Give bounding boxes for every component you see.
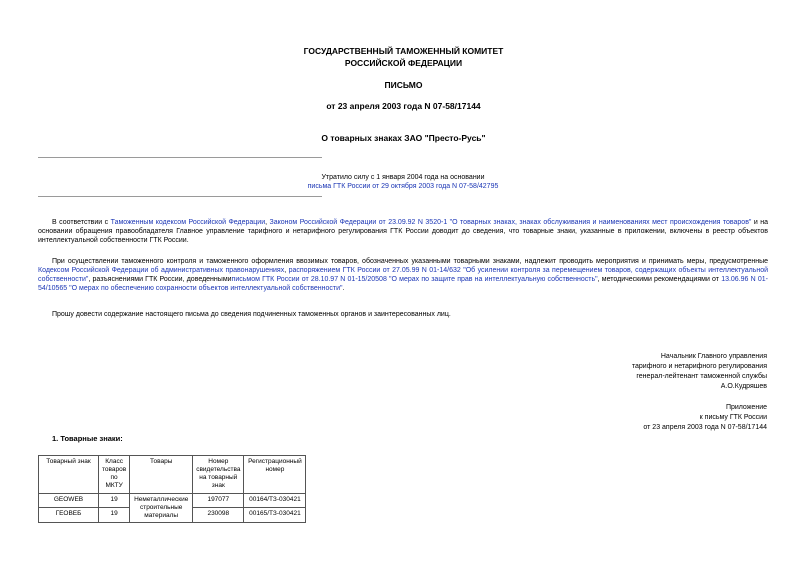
cell-reg: 00164/ТЗ-030421 [244,493,306,508]
divider-top [38,157,322,158]
paragraph-1 [38,218,768,245]
signature-block [632,352,767,393]
signature-line1: Начальник Главного управления [660,353,767,360]
appendix-line3: от 23 апреля 2003 года N 07-58/17144 [643,424,767,432]
paragraph-text: , [284,267,289,275]
cell-class: 19 [99,508,130,523]
paragraph-text: , разъяснениями ГТК России, доведенными [88,276,232,284]
col-header-reg: Регистрационный номер [244,456,306,494]
col-header-class: Класс товаров по МКТУ [99,456,130,494]
cell-class: 19 [99,493,130,508]
appendix-line2: к письму ГТК России [699,414,767,422]
col-header-cert: Номер свидетельства на товарный знак [193,456,244,494]
inline-doc-link[interactable]: Кодексом Российской Федерации об административных правонарушениях [38,267,285,275]
signature-line2: тарифного и нетарифного регулирования [631,363,767,371]
appendix-line1: Приложение [725,404,767,411]
paragraph-text: , методическими рекомендациями от [597,276,722,284]
paragraph-3: Прошу довести содержание настоящего письма до сведения подчиненных таможенных органов и заинтересованных лиц. [52,311,451,318]
inline-doc-link[interactable]: Таможенным кодексом Российской Федерации [110,219,266,226]
cell-reg: 00165/ТЗ-030421 [244,508,306,523]
status-link[interactable]: письма ГТК России от 29 октября 2003 года N 07-58/42795 [307,183,499,191]
org-name-line2: РОССИЙСКОЙ ФЕДЕРАЦИИ [344,58,463,68]
signature-line3: генерал-лейтенант таможенной службы [636,373,767,381]
org-name-line1: ГОСУДАРСТВЕННЫЙ ТАМОЖЕННЫЙ КОМИТЕТ [303,46,504,56]
paragraph-2 [38,257,768,293]
doc-date: от 23 апреля 2003 года N 07-58/17144 [326,101,481,111]
section-title: 1. Товарные знаки: [52,434,123,443]
cell-cert: 230098 [193,508,244,523]
paragraph-text: , [265,219,270,226]
col-header-goods: Товары [130,456,193,494]
cell-mark: ГЕОВЕБ [39,508,99,523]
divider-bottom [38,196,322,197]
doc-type: ПИСЬМО [384,80,423,90]
table-row [39,493,306,508]
paragraph-text: В соответствии с [52,219,111,226]
cell-goods: Неметаллические строительные материалы [130,493,193,522]
col-header-mark: Товарный знак [39,456,99,494]
doc-subject: О товарных знаках ЗАО "Престо-Русь" [321,133,486,143]
cell-cert: 197077 [193,493,244,508]
table-header-row [39,456,306,494]
signature-name: А.О.Кудряшев [720,383,767,391]
inline-doc-link[interactable]: Законом Российской Федерации от 23.09.92 N 3520-1 "О товарных знаках, знаках обслуживания и наименованиях мест происхождения товаров" [269,219,752,226]
trademarks-table [38,455,306,523]
status-line: Утратило силу с 1 января 2004 года на основании [321,174,485,181]
paragraph-text: и на основании обращения правообладателя Главное управление тарифного и нетарифного регулирования ГТК России доводит до сведения, что товарные знаки, указанные в приложении, включены в реестр объектов интеллектуальной собственности ГТК России. [38,219,768,245]
paragraph-text: . [342,285,345,293]
appendix-block [643,403,767,433]
inline-doc-link[interactable]: распоряжением ГТК России от 27.05.99 N 01-14/632 "Об усилении контроля за перемещением товаров, содержащих объекты интеллектуальной собственности" [38,267,769,284]
inline-doc-link[interactable]: письмом ГТК России от 28.10.97 N 01-15/20508 "О мерах по защите прав на интеллектуальную собственность" [231,276,598,284]
inline-doc-link[interactable]: 13.06.96 N 01-54/10565 "О мерах по обеспечению сохранности объектов интеллектуальной собственности" [38,276,768,293]
status-note [38,173,768,191]
paragraph-text: При осуществлении таможенного контроля и таможенного оформления ввозимых товаров, обозначенных указанными товарными знаками, надлежит проводить мероприятия и принимать меры, предусмотренные [52,258,768,265]
cell-mark: GEOWEB [39,493,99,508]
